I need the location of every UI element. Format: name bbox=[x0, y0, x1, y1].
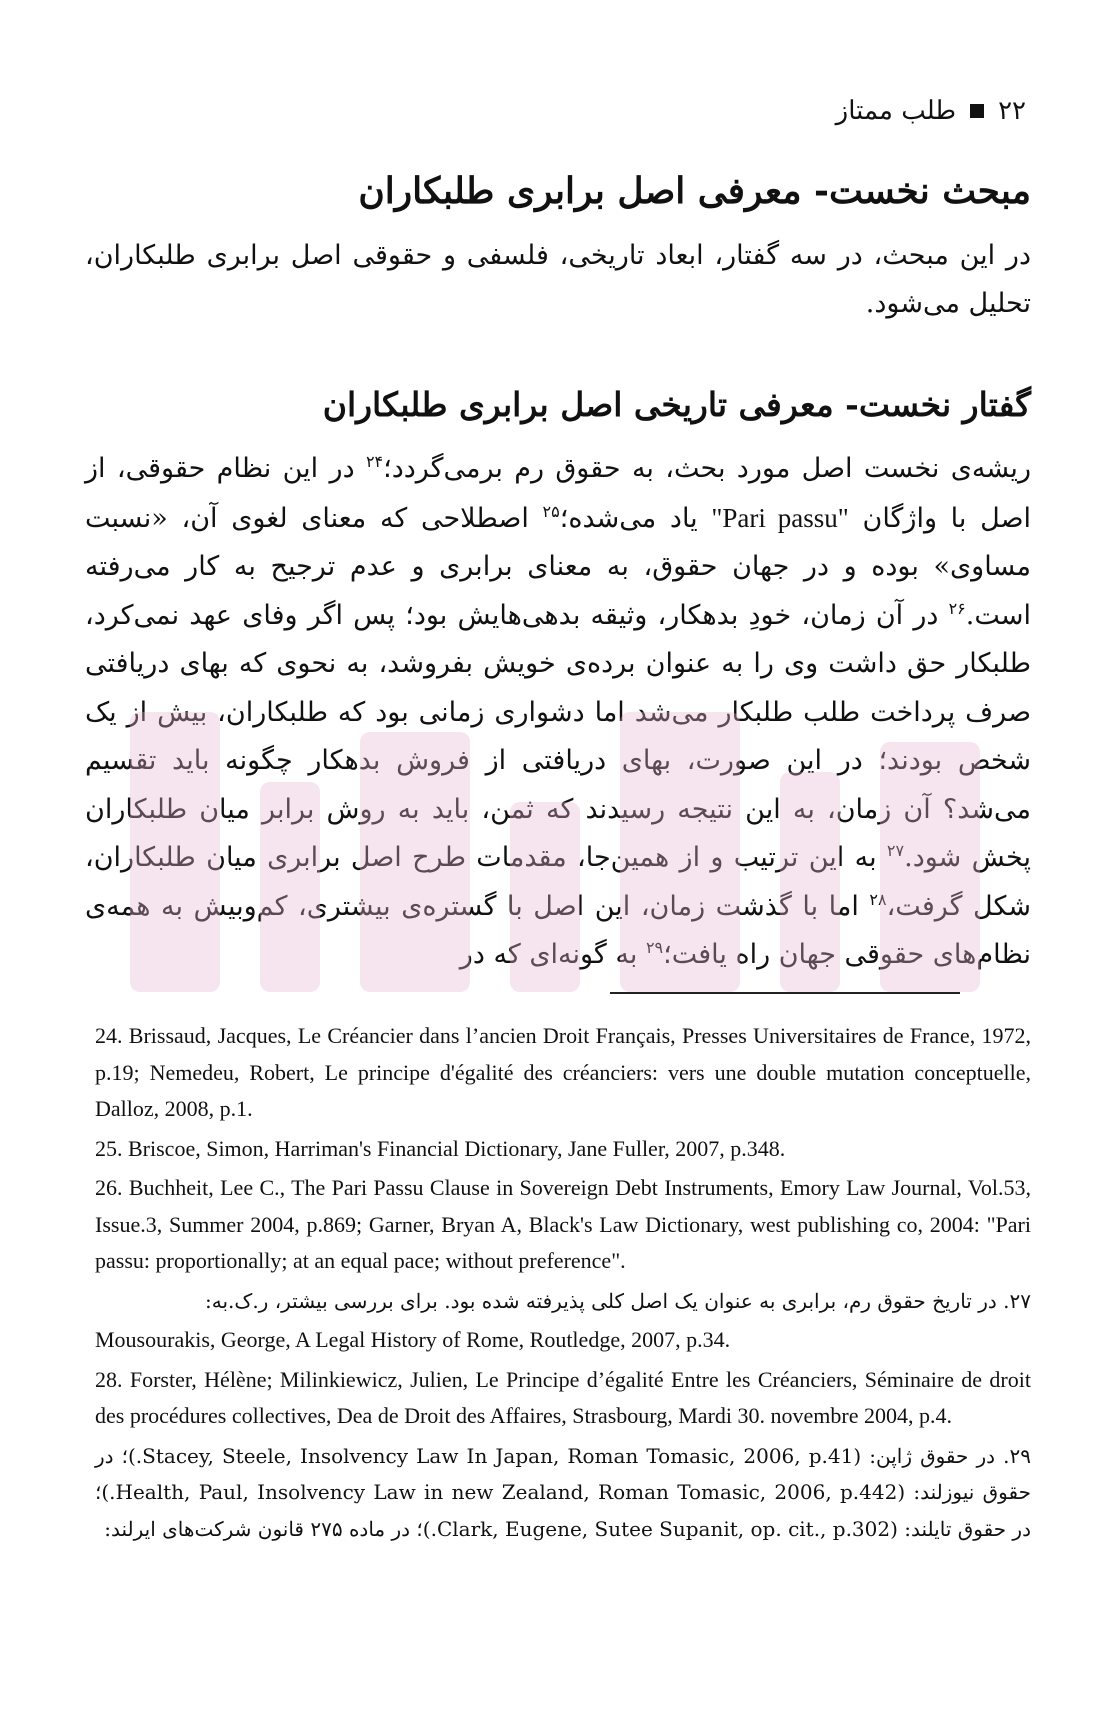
body-text-segment: به گونه‌ای که در bbox=[459, 939, 646, 970]
section-title: مبحث نخست- معرفی اصل برابری طلبکاران bbox=[358, 170, 1031, 212]
footnote-26: 26. Buchheit, Lee C., The Pari Passu Clause in Sovereign Debt Instruments, Emory Law Journal, Vol.53, Issue.3, Summer 2004, p.869; Garner, Bryan A, Black's Law Dictionary, west publishing co, 2004: "Pari passu: proportionally; at an equal pace; without preference". bbox=[95, 1175, 1031, 1273]
footnote-ref-25[interactable]: ۲۵ bbox=[542, 501, 560, 521]
footnotes bbox=[95, 1018, 1031, 1550]
body-text-segment: در این نظام حقوقی، از اصل با واژگان bbox=[85, 453, 1031, 534]
footnote-divider bbox=[610, 992, 960, 994]
footnote-ref-29[interactable]: ۲۹ bbox=[645, 938, 664, 957]
footnote-ref-27[interactable]: ۲۷ bbox=[886, 841, 905, 860]
footnote-27-fa: ۲۷. در تاریخ حقوق رم، برابری به عنوان یک اصل کلی پذیرفته شده بود. برای بررسی بیشتر، ر.ک.به: bbox=[205, 1288, 1031, 1313]
section-intro: در این مبحث، در سه گفتار، ابعاد تاریخی، فلسفی و حقوقی اصل برابری طلبکاران، تحلیل می‌شود. bbox=[85, 240, 1031, 319]
footnote-ref-26[interactable]: ۲۶ bbox=[948, 598, 966, 618]
footnote-ref-24[interactable]: ۲۴ bbox=[365, 452, 384, 471]
body-text-segment: ریشه‌ی نخست اصل مورد بحث، به حقوق رم برمی‌گردد؛ bbox=[383, 453, 1031, 484]
body-text-segment: یاد می‌شده؛ bbox=[559, 502, 712, 534]
body-paragraph bbox=[85, 445, 1031, 980]
latin-term: "Pari passu" bbox=[711, 502, 849, 533]
square-bullet-icon bbox=[970, 104, 984, 118]
body-text-segment: به این ترتیب و از همین‌جا، مقدمات طرح اصل برابری میان طلبکاران، شکل گرفت، bbox=[85, 842, 1032, 922]
body-text-segment: در آن زمان، خودِ بدهکار، وثیقه بدهی‌هایش بود؛ پس اگر وفای عهد نمی‌کرد، طلبکار حق داشت وی را به عنوان برده‌ی خویش بفروشد، به نحوی که بهای دریافتی صرف پرداخت طلب طلبکار می‌شد اما دشواری زمانی بود که طلبکاران، بیش از یک شخص بودند؛ در این صورت، بهای دریافتی از فروش بدهکار چگونه باید تقسیم می‌شد؟ آن زمان، به این نتیجه رسیدند که ثمن، باید به روش برابر میان طلبکاران پخش شود. bbox=[85, 599, 1031, 873]
footnote-28: 28. Forster, Hélène; Milinkiewicz, Julien, Le Principe d’égalité Entre les Créanciers, Séminaire de droit des procédures collectives, Dea de Droit des Affaires, Strasbourg, Mardi 30. novembre 2004, p.4. bbox=[95, 1366, 1031, 1428]
footnote-ref-28[interactable]: ۲۸ bbox=[869, 889, 887, 909]
page-header bbox=[836, 96, 1026, 126]
body-text-segment: اصطلاحی که معنای لغوی آن، «نسبت مساوی» بوده و در جهان حقوق، به معنای برابری و عدم ترجیح به کار می‌رفته است. bbox=[85, 502, 1031, 631]
footnote-25: 25. Briscoe, Simon, Harriman's Financial Dictionary, Jane Fuller, 2007, p.348. bbox=[95, 1135, 786, 1161]
body-text-segment: اما با گذشت زمان، این اصل با گستره‌ی بیشتری، کم‌وبیش به همه‌ی نظام‌های حقوقی جهان راه یافت؛ bbox=[85, 890, 1031, 970]
page-number: ۲۲ bbox=[998, 96, 1026, 126]
footnote-24: 24. Brissaud, Jacques, Le Créancier dans l’ancien Droit Français, Presses Universitaires de France, 1972, p.19; Nemedeu, Robert, Le principe d'égalité des créanciers: vers une double mutation conceptuelle, Dalloz, 2008, p.1. bbox=[95, 1023, 1031, 1121]
subsection-title: گفتار نخست- معرفی تاریخی اصل برابری طلبکاران bbox=[322, 385, 1031, 424]
book-title: طلب ممتاز bbox=[835, 96, 957, 126]
footnote-29: ۲۹. در حقوق ژاپن: (Stacey, Steele, Insolvency Law In Japan, Roman Tomasic, 2006, p.41.)؛ در حقوق نیوزلند: (Health, Paul, Insolvency Law in new Zealand, Roman Tomasic, 2006, p.442.)؛ در حقوق تایلند: (Clark, Eugene, Sutee Supanit, op. cit., p.302.)؛ در ماده ۲۷۵ قانون شرکت‌های ایرلند: bbox=[95, 1443, 1031, 1541]
footnote-27-en: Mousourakis, George, A Legal History of Rome, Routledge, 2007, p.34. bbox=[95, 1327, 731, 1352]
